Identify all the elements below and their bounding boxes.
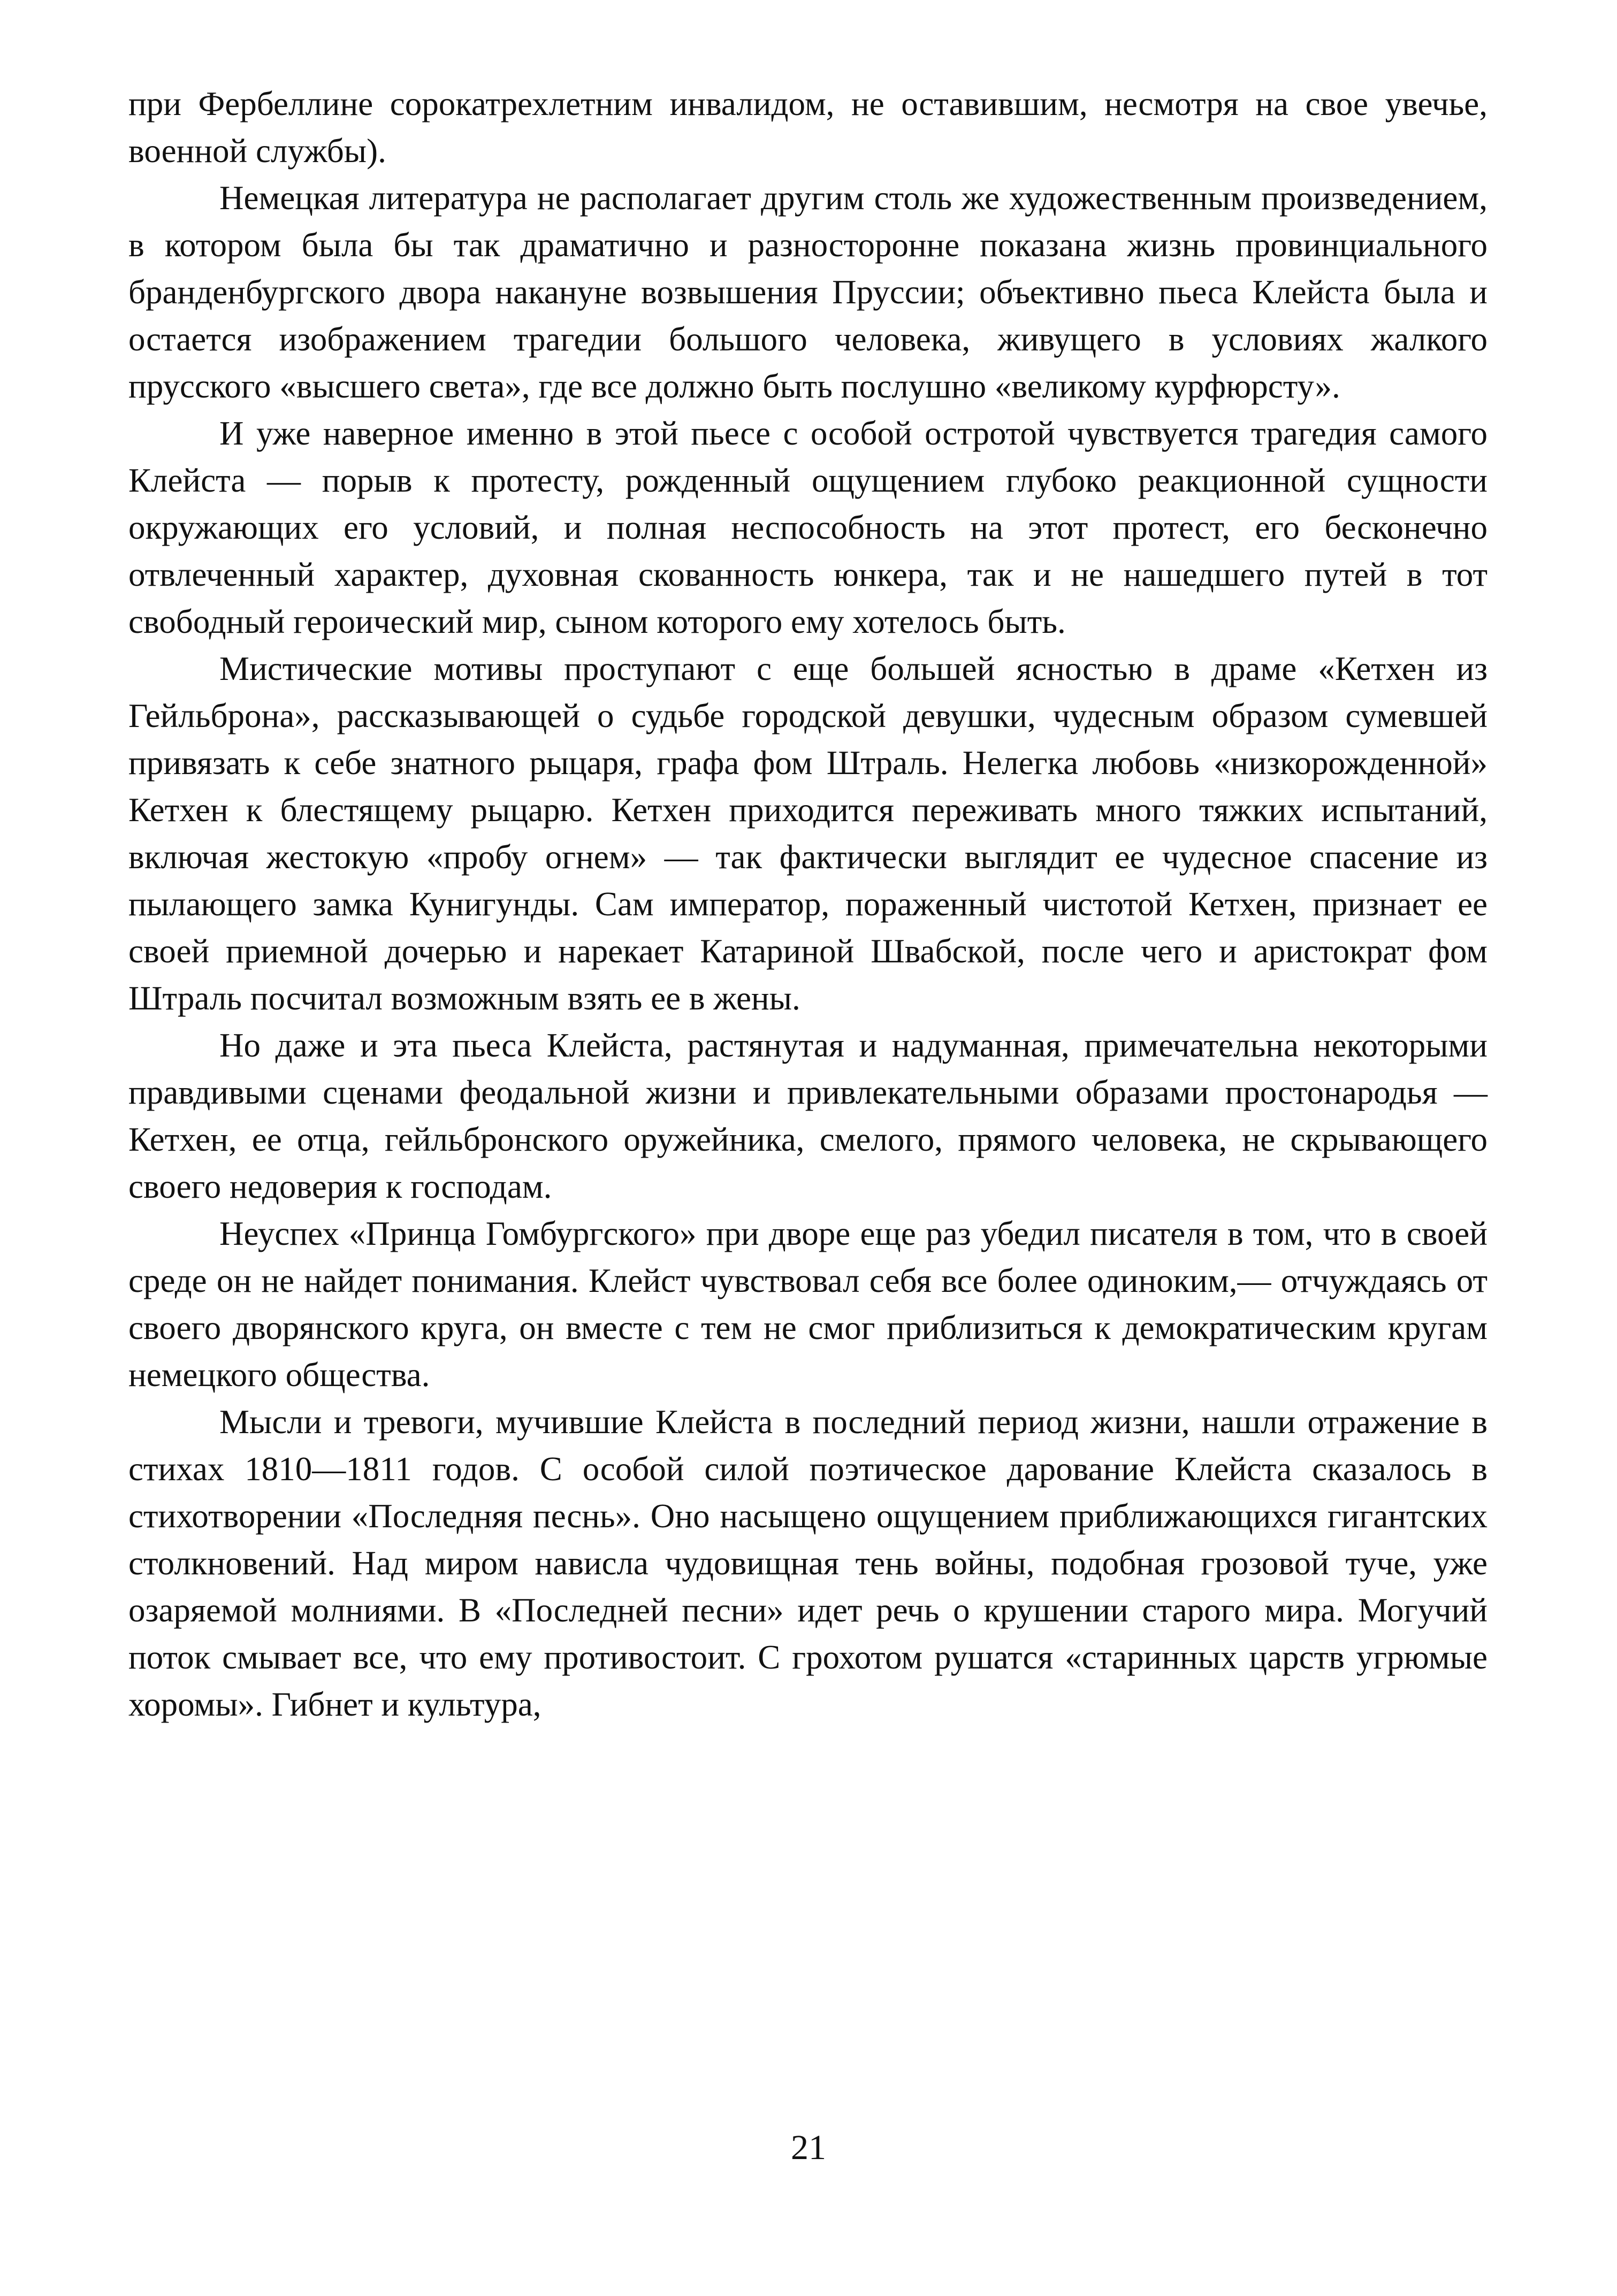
paragraph-kaetchen-merits: Но даже и эта пьеса Клейста, растянутая и надуманная, примечательна некоторыми правдивыми сценами феодальной жизни и привлекательными образами простонародья — Кетхен, ее отца, гейльбронского оружейника, смелого, прямого человека, не скрывающего своего недоверия к господам. [128,1027,1488,1205]
paragraph-german-literature: Немецкая литература не располагает другим столь же художественным произведением, в котором была бы так драматично и разносторонне показана жизнь провинциального бранденбургского двора накануне возвышения Пруссии; объективно пьеса Клейста была и остается изображением трагедии большого человека, живущего в условиях жалкого прусского «высшего света», где все должно быть послушно «великому курфюрсту». [128,179,1488,405]
paragraph-homburg-failure: Неуспех «Принца Гомбургского» при дворе еще раз убедил писателя в том, что в своей среде он не найдет понимания. Клейст чувствовал себя все более одиноким,— отчуждаясь от своего дворянского круга, он вместе с тем не смог приблизиться к демократическим кругам немецкого общества. [128,1215,1488,1394]
page-body [128,80,1488,1728]
paragraph-last-song: Мысли и тревоги, мучившие Клейста в последний период жизни, нашли отражение в стихах 1810—1811 годов. С особой силой поэтическое дарование Клейста сказалось в стихотворении «Последняя песнь». Оно насыщено ощущением приближающихся гигантских столкновений. Над миром нависла чудовищная тень войны, подобная грозовой туче, уже озаряемой молниями. В «Последней песни» идет речь о крушении старого мира. Могучий поток смывает все, что ему противостоит. С грохотом рушатся «старинных царств угрюмые хоромы». Гибнет и культура, [128,1403,1488,1723]
paragraph-kleist-tragedy: И уже наверное именно в этой пьесе с особой остротой чувствуется трагедия самого Клейста — порыв к протесту, рожденный ощущением глубоко реакционной сущности окружающих его условий, и полная неспособность на этот протест, его бесконечно отвлеченный характер, духовная скованность юнкера, так и не нашедшего путей в тот свободный героический мир, сыном которого ему хотелось быть. [128,415,1488,640]
paragraph-kaetchen: Мистические мотивы проступают с еще большей ясностью в драме «Кетхен из Гейльброна», рассказывающей о судьбе городской девушки, чудесным образом сумевшей привязать к себе знатного рыцаря, графа фом Штраль. Нелегка любовь «низкорожденной» Кетхен к блестящему рыцарю. Кетхен приходится переживать много тяжких испытаний, включая жестокую «пробу огнем» — так фактически выглядит ее чудесное спасение из пылающего замка Кунигунды. Сам император, пораженный чистотой Кетхен, признает ее своей приемной дочерью и нарекает Катариной Швабской, после чего и аристократ фом Штраль посчитал возможным взять ее в жены. [128,650,1488,1017]
paragraph-continuation: при Фербеллине сорокатрехлетним инвалидом, не оставившим, несмотря на свое увечье, военной службы). [128,85,1488,170]
page-number: 21 [791,2128,826,2167]
